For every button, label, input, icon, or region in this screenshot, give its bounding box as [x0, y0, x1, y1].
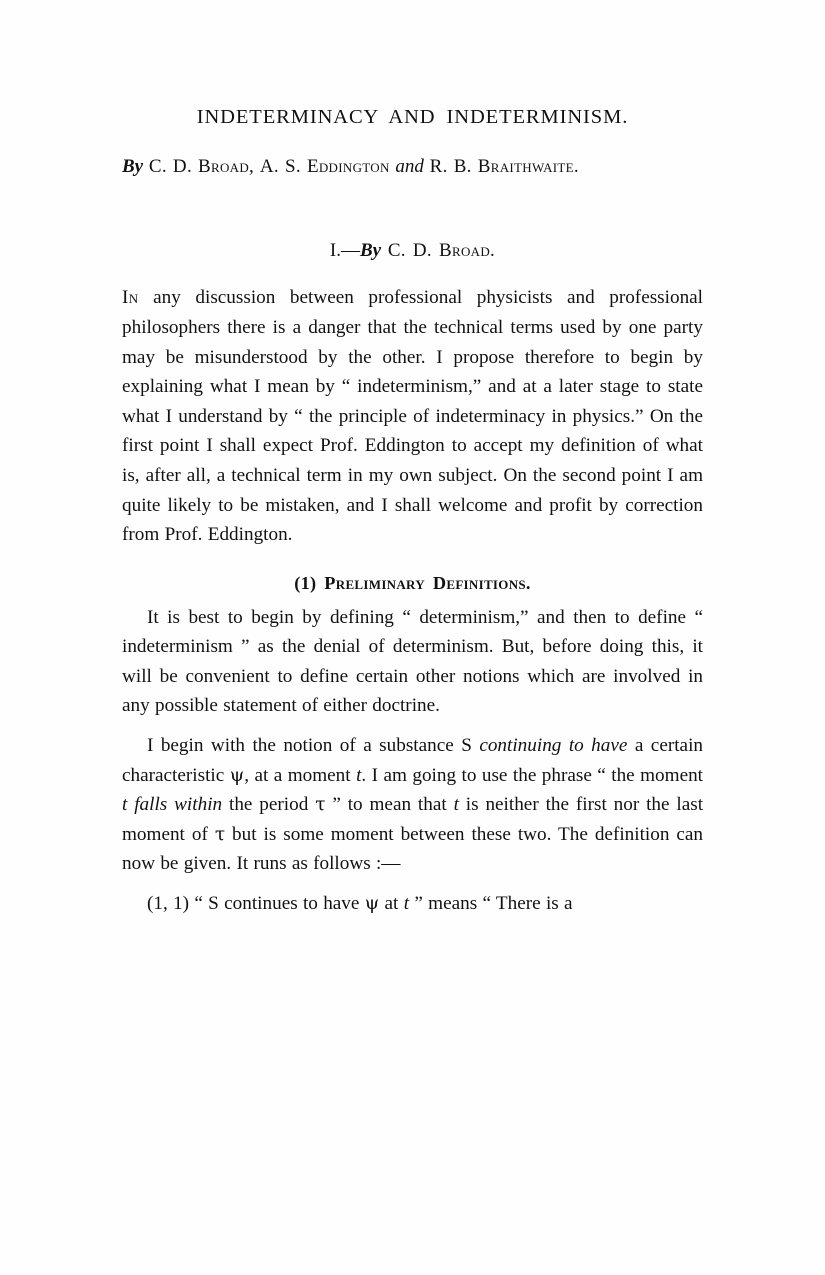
page-title: INDETERMINACY AND INDETERMINISM. [196, 106, 629, 128]
definition-label: (1, 1) [147, 893, 190, 915]
p3-segment-f: ” to mean that [332, 794, 447, 816]
byline-and-word: and [395, 155, 424, 177]
section-heading [122, 240, 703, 262]
p3-segment-c: , at a moment [244, 764, 351, 786]
p4-segment-c: ” means “ There is a [414, 893, 573, 915]
p3-segment-a: I begin with the notion of a substance S [147, 735, 472, 757]
p3-variable-t-2: t [122, 794, 128, 816]
tau-symbol-1: τ [315, 794, 326, 816]
psi-symbol: ψ [229, 764, 245, 786]
p3-italic-falls-within: falls within [134, 794, 223, 816]
byline-by-word: By [122, 155, 144, 177]
subsection-heading: (1) Preliminary Definitions. [294, 572, 531, 593]
paragraph-substance-notion [122, 731, 703, 879]
section-number: I.— [329, 240, 360, 262]
section-by-word: By [359, 240, 382, 262]
p3-segment-h: but is some moment between these two. The definition can now be given. It runs as follows :— [122, 823, 704, 875]
p4-segment-b: at [384, 893, 399, 915]
p3-italic-continuing: continuing to have [479, 735, 628, 757]
p3-segment-e: the period [229, 794, 309, 816]
section-author: C. D. Broad. [387, 240, 496, 262]
psi-symbol-2: ψ [364, 893, 380, 915]
text-column [122, 0, 703, 919]
p4-variable-t: t [403, 893, 410, 915]
p3-segment-b: a certain characteristic [122, 735, 703, 786]
p3-variable-t-3: t [453, 794, 459, 816]
p3-segment-d: . I am going to use the phrase “ the moment [361, 764, 704, 786]
paragraph-definition-1-1 [122, 889, 703, 919]
paragraph-lead-in: In [122, 287, 139, 309]
tau-symbol-2: τ [214, 823, 226, 845]
paragraph-intro-body: any discussion between professional physicists and professional philosophers there is a danger that the technical terms used by one party may be misunderstood by the other. I propose therefore to begin by explaining what I mean by “ indeterminism,” and at a later stage to state what I understand by “ the principle of indeterminacy in physics.” On the first point I shall expect Prof. Eddington to accept my definition of what is, after all, a technical term in my own subject. On the second point I am quite likely to be mistaken, and I shall welcome and profit by correction from Prof. Eddington. [122, 287, 704, 546]
p3-variable-t-1: t [356, 764, 362, 786]
p3-segment-g: is neither the first nor the last moment of [122, 794, 704, 845]
byline [122, 156, 703, 179]
byline-author-three: R. B. Braithwaite. [429, 155, 579, 177]
byline-author-two: A. S. Eddington [259, 155, 390, 177]
paragraph-intro [122, 283, 703, 549]
p4-segment-a: “ S continues to have [194, 893, 360, 915]
paragraph-definitions: It is best to begin by defining “ determinism,” and then to define “ indeterminism ” as the denial of determinism. But, before doing this, it will be convenient to define certain other notions which are involved in any possible statement of either doctrine. [122, 606, 703, 717]
byline-author-one: C. D. Broad, [148, 155, 255, 177]
